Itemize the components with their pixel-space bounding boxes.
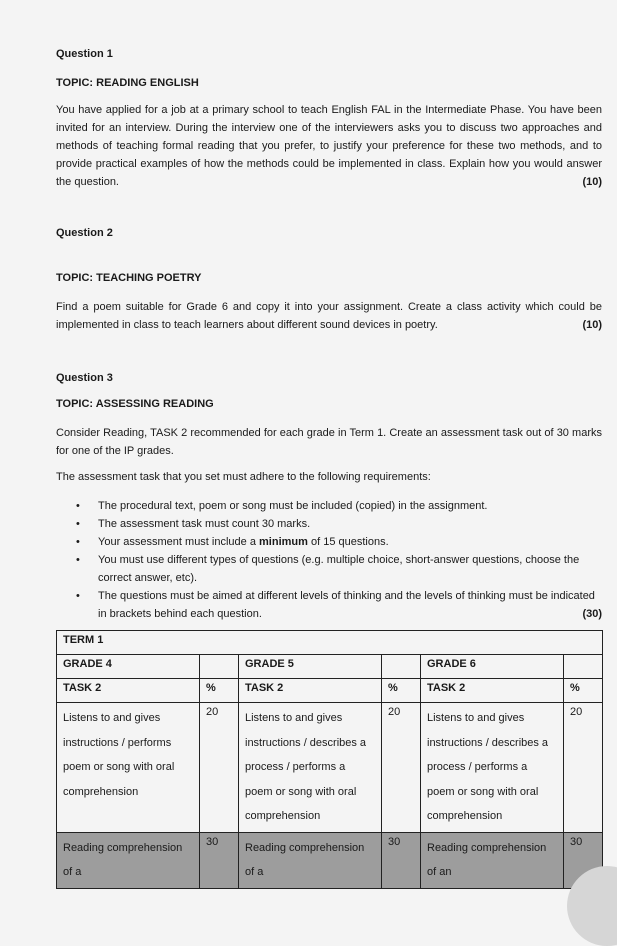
task-cell: Reading comprehension of a: [239, 832, 382, 888]
q3-intro: Consider Reading, TASK 2 recommended for each grade in Term 1. Create an assessment task out of 30 marks for one of the IP grades.: [56, 427, 602, 457]
grade-header: GRADE 6: [421, 655, 564, 679]
requirements-list: [76, 497, 602, 623]
table-row: [57, 703, 603, 833]
q2-text: [56, 298, 602, 334]
q2-body: Find a poem suitable for Grade 6 and copy it into your assignment. Create a class activity which could be implemented in class to teach learners about different sound devices in poetry.: [56, 301, 602, 331]
q2-marks: (10): [582, 319, 602, 331]
pct-header: %: [564, 679, 603, 703]
task-header: TASK 2: [239, 679, 382, 703]
list-item-text: The procedural text, poem or song must be included (copied) in the assignment.: [98, 500, 488, 512]
task-cell: Listens to and gives instructions / performs poem or song with oral comprehension: [57, 703, 200, 833]
q1-topic: TOPIC: READING ENGLISH: [56, 77, 199, 89]
table-row: [57, 832, 603, 888]
list-item: [76, 497, 602, 515]
pct-header: %: [382, 679, 421, 703]
list-item-text: The assessment task must count 30 marks.: [98, 518, 311, 530]
bullet-icon: •: [76, 500, 80, 512]
q2-title: Question 2: [56, 227, 113, 239]
list-item-text: of 15 questions.: [307, 536, 389, 548]
pct-cell: 20: [564, 703, 603, 833]
list-item: [76, 533, 602, 551]
task-header: TASK 2: [57, 679, 200, 703]
empty-cell: [564, 655, 603, 679]
grade-header: GRADE 5: [239, 655, 382, 679]
task-cell: Reading comprehension of an: [421, 832, 564, 888]
list-item: [76, 515, 602, 533]
q1-title: Question 1: [56, 48, 113, 60]
task-header: TASK 2: [421, 679, 564, 703]
bullet-icon: •: [76, 518, 80, 530]
bullet-icon: •: [76, 554, 80, 566]
term-header: TERM 1: [57, 631, 603, 655]
q3-requirements-intro: The assessment task that you set must adhere to the following requirements:: [56, 471, 431, 483]
pct-cell: 20: [200, 703, 239, 833]
q1-text: [56, 101, 602, 191]
pct-cell: 30: [564, 832, 603, 888]
list-item-text: The questions must be aimed at different levels of thinking and the levels of thinking must be indicated in brackets behind each question.: [98, 590, 595, 620]
task-cell: Listens to and gives instructions / describes a process / performs a poem or song with oral comprehension: [421, 703, 564, 833]
q3-title: Question 3: [56, 372, 113, 384]
q1-body: You have applied for a job at a primary school to teach English FAL in the Intermediate Phase. You have been invited for an interview. During the interview one of the interviewers asks you to discuss two approaches and methods of teaching formal reading that you prefer, to justify your preference for these two methods, and to provide practical examples of how the methods could be implemented in class. Explain how you would answer the question.: [56, 104, 602, 188]
list-item-text: You must use different types of questions (e.g. multiple choice, short-answer questions, choose the correct answer, etc).: [98, 554, 580, 584]
term-table: [56, 630, 603, 889]
q3-marks: (30): [582, 608, 602, 620]
bullet-icon: •: [76, 590, 80, 602]
task-cell: Listens to and gives instructions / describes a process / performs a poem or song with oral comprehension: [239, 703, 382, 833]
pct-cell: 30: [382, 832, 421, 888]
pct-header: %: [200, 679, 239, 703]
q1-marks: (10): [582, 176, 602, 188]
pct-cell: 20: [382, 703, 421, 833]
q2-topic: TOPIC: TEACHING POETRY: [56, 272, 202, 284]
bullet-icon: •: [76, 536, 80, 548]
pct-cell: 30: [200, 832, 239, 888]
list-item: [76, 587, 602, 623]
empty-cell: [200, 655, 239, 679]
list-item: [76, 551, 602, 587]
list-item-emphasis: minimum: [259, 536, 308, 548]
list-item-text: Your assessment must include a: [98, 536, 260, 548]
empty-cell: [382, 655, 421, 679]
q3-topic: TOPIC: ASSESSING READING: [56, 398, 214, 410]
task-cell: Reading comprehension of a: [57, 832, 200, 888]
grade-header: GRADE 4: [57, 655, 200, 679]
